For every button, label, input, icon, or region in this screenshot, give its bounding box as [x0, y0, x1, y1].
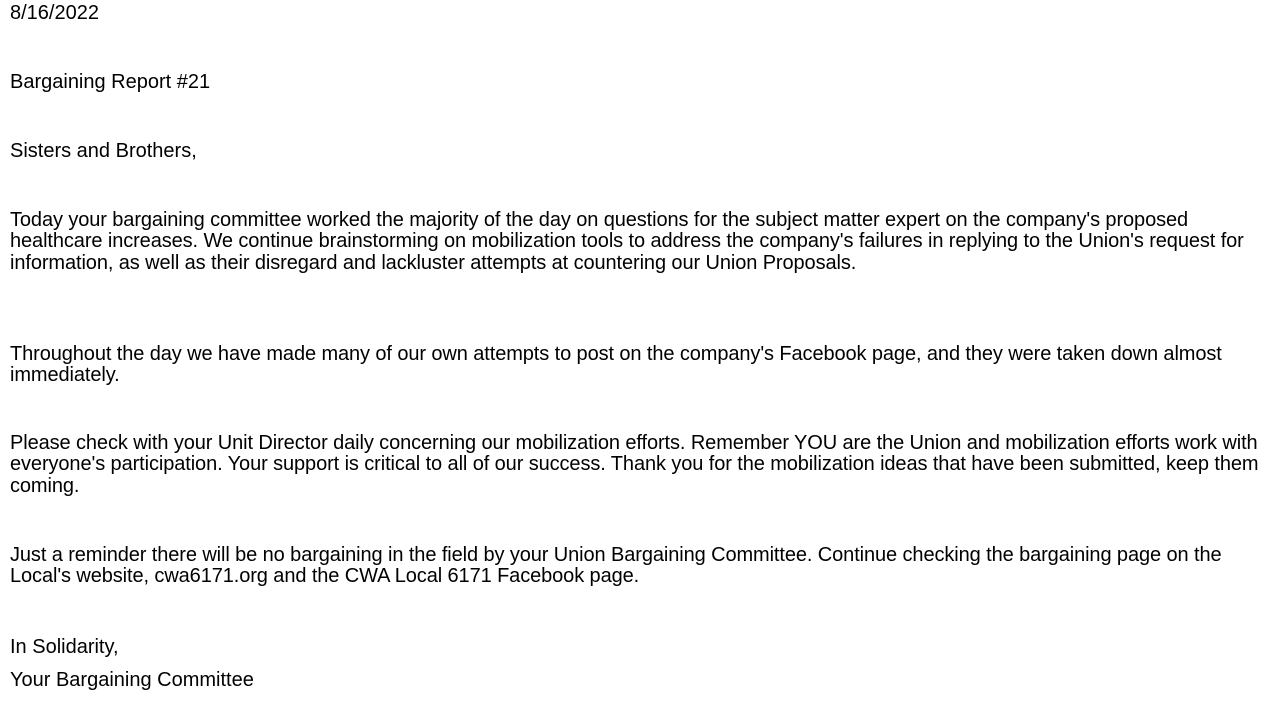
paragraph-healthcare-update: Today your bargaining committee worked the majority of the day on questions for the subject matter expert on the company's proposed healthcare increases. We continue brainstorming on mobilization tools to address the company's failures in replying to the Union's request for information, as well as their disregard and lackluster attempts at countering our Union Proposals. [10, 209, 1244, 274]
closing: In Solidarity, [10, 636, 119, 658]
paragraph-mobilization: Please check with your Unit Director daily concerning our mobilization efforts. Remember YOU are the Union and mobilization efforts work with everyone's participation. Your support is critical to all of our success. Thank you for the mobilization ideas that have been submitted, keep them coming. [10, 432, 1259, 497]
paragraph-reminder: Just a reminder there will be no bargaining in the field by your Union Bargaining Committee. Continue checking the bargaining page on the Local's website, cwa6171.org and the CWA Local 6171 Facebook page. [10, 544, 1222, 588]
report-title: Bargaining Report #21 [10, 71, 211, 93]
greeting: Sisters and Brothers, [10, 140, 197, 162]
signature: Your Bargaining Committee [10, 669, 254, 691]
report-date: 8/16/2022 [10, 2, 99, 24]
paragraph-facebook-posts: Throughout the day we have made many of our own attempts to post on the company's Facebook page, and they were taken down almost immediately. [10, 343, 1222, 387]
